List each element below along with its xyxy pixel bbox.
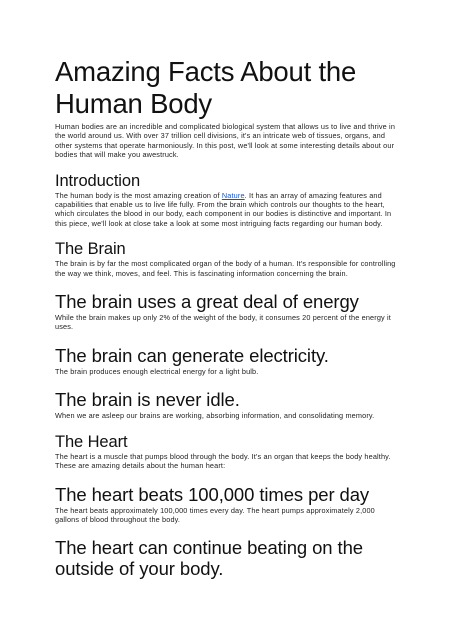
heart-beats-heading: The heart beats 100,000 times per day [55, 483, 370, 505]
brain-electricity-paragraph: The brain produces enough electrical energy for a light bulb. [55, 366, 259, 376]
heart-paragraph: The heart is a muscle that pumps blood through the body. It's an organ that keeps the body healthy. These are amazing details about the human heart: [55, 451, 391, 471]
page-title: Amazing Facts About the Human Body [55, 56, 357, 119]
brain-paragraph: The brain is by far the most complicated organ of the body of a human. It's responsible for controlling the way we think, moves, and feel. This is fascinating information concerning the brain. [55, 259, 396, 278]
nature-link[interactable]: Nature [221, 190, 245, 200]
intro-paragraph: Human bodies are an incredible and complicated biological system that allows us to live and thrive in the world around us. With over 37 trillion cell divisions, it's an intricate web of tissues, organs, and other systems that operate harmoniously. In this post, we'll look at some interesting details about our bodies that will make you awestruck. [55, 122, 396, 160]
heart-heading: The Heart [55, 432, 128, 451]
brain-electricity-heading: The brain can generate electricity. [55, 344, 329, 366]
brain-heading: The Brain [55, 240, 126, 259]
introduction-text-end: . It has an array of amazing features and capabilities that enable us to live life fully. From the brain which controls our thoughts to the heart, which circulates the blood in our body, each component in our bodies is distinctive and important. In this piece, we'll look at close take a look at some most intriguing facts regarding our human body. [55, 190, 392, 228]
brain-idle-paragraph: When we are asleep our brains are working, absorbing information, and consolidating memory. [55, 411, 375, 421]
heart-beats-paragraph: The heart beats approximately 100,000 times every day. The heart pumps approximately 2,000 gallons of blood throughout the body. [55, 505, 375, 524]
brain-energy-heading: The brain uses a great deal of energy [55, 291, 359, 313]
introduction-text-start: The human body is the most amazing creation of [55, 190, 222, 200]
brain-energy-paragraph: While the brain makes up only 2% of the weight of the body, it consumes 20 percent of the energy it uses. [55, 313, 391, 332]
introduction-paragraph [55, 191, 400, 229]
heart-outside-heading: The heart can continue beating on the outside of your body. [55, 537, 363, 580]
brain-idle-heading: The brain is never idle. [55, 389, 240, 411]
introduction-heading: Introduction [55, 171, 141, 190]
document-page [55, 56, 400, 579]
